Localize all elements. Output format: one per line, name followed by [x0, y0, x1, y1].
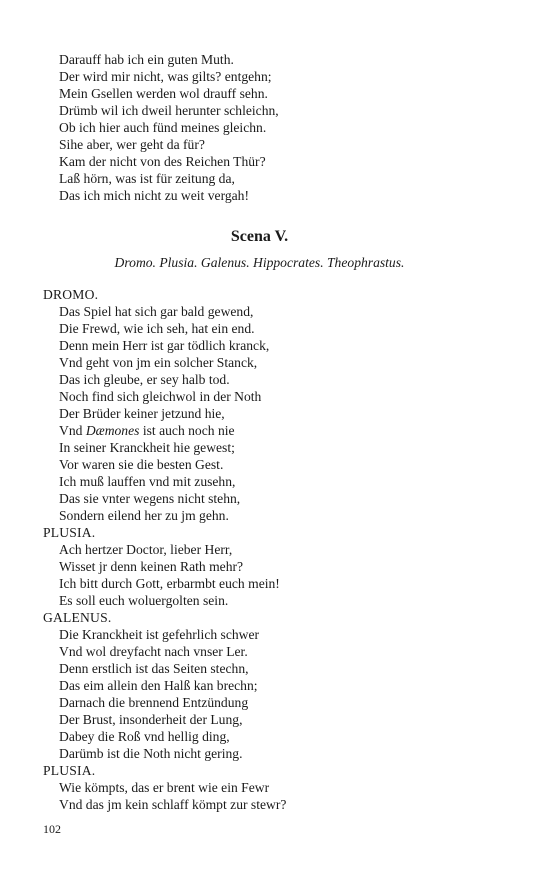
speaker-label-plusia: PLUSIA. [43, 525, 96, 540]
verse-line: Die Frewd, wie ich seh, hat ein end. [59, 321, 255, 336]
speaker-label-plusia: PLUSIA. [43, 763, 96, 778]
verse-line: Ich muß lauffen vnd mit zusehn, [59, 474, 236, 489]
verse-line: Das ich mich nicht zu weit vergah! [59, 188, 250, 203]
verse-line: Vnd geht von jm ein solcher Stanck, [59, 355, 258, 370]
page-number: 102 [43, 822, 61, 836]
verse-line: Darümb ist die Noth nicht gering. [59, 746, 243, 761]
speaker-label-dromo: DROMO. [43, 287, 99, 302]
verse-line: Darnach die brennend Entzündung [59, 695, 249, 710]
verse-line-with-italic [0, 422, 550, 439]
top-verse-block [0, 51, 550, 204]
verse-line: Das eim allein den Halß kan brechn; [59, 678, 258, 693]
verse-line: Das sie vnter wegens nicht stehn, [59, 491, 241, 506]
verse-line: Die Kranckheit ist gefehrlich schwer [59, 627, 260, 642]
verse-line: In seiner Kranckheit hie gewest; [59, 440, 235, 455]
verse-line: Laß hörn, was ist für zeitung da, [59, 171, 235, 186]
verse-line: Vnd das jm kein schlaff kömpt zur stewr? [59, 797, 287, 812]
verse-line: Der Brüder keiner jetzund hie, [59, 406, 225, 421]
verse-line: Vnd wol dreyfacht nach vnser Ler. [59, 644, 248, 659]
verse-line: Sihe aber, wer geht da für? [59, 137, 205, 152]
verse-line: Noch find sich gleichwol in der Noth [59, 389, 262, 404]
verse-line: Ach hertzer Doctor, lieber Herr, [59, 542, 233, 557]
verse-line: Dabey die Roß vnd hellig ding, [59, 729, 230, 744]
speaker-label-galenus: GALENUS. [43, 610, 112, 625]
verse-line: Ich bitt durch Gott, erbarmbt euch mein! [59, 576, 280, 591]
verse-line: Vor waren sie die besten Gest. [59, 457, 224, 472]
verse-line: Der Brust, insonderheit der Lung, [59, 712, 243, 727]
verse-line: Wie kömpts, das er brent wie ein Fewr [59, 780, 270, 795]
verse-line: Wisset jr denn keinen Rath mehr? [59, 559, 244, 574]
verse-line: Ob ich hier auch fünd meines gleichn. [59, 120, 267, 135]
verse-line: Sondern eilend her zu jm gehn. [59, 508, 229, 523]
verse-segment: Vnd [59, 423, 86, 438]
verse-line: Drümb wil ich dweil herunter schleichn, [59, 103, 279, 118]
verse-line: Das Spiel hat sich gar bald gewend, [59, 304, 254, 319]
verse-line: Mein Gsellen werden wol drauff sehn. [59, 86, 268, 101]
dialogue-block [0, 286, 550, 813]
verse-line: Denn mein Herr ist gar tödlich kranck, [59, 338, 270, 353]
verse-line: Darauff hab ich ein guten Muth. [59, 52, 234, 67]
verse-line: Der wird mir nicht, was gilts? entgehn; [59, 69, 272, 84]
verse-line: Es soll euch woluergolten sein. [59, 593, 229, 608]
italic-word: Dæmones [85, 423, 140, 438]
scene-title: Scena V. [230, 228, 289, 245]
verse-line: Das ich gleube, er sey halb tod. [59, 372, 230, 387]
verse-line: Denn erstlich ist das Seiten stechn, [59, 661, 249, 676]
verse-segment: ist auch noch nie [139, 423, 235, 438]
scene-characters: Dromo. Plusia. Galenus. Hippocrates. Theophrastus. [114, 255, 405, 270]
verse-line: Kam der nicht von des Reichen Thür? [59, 154, 266, 169]
